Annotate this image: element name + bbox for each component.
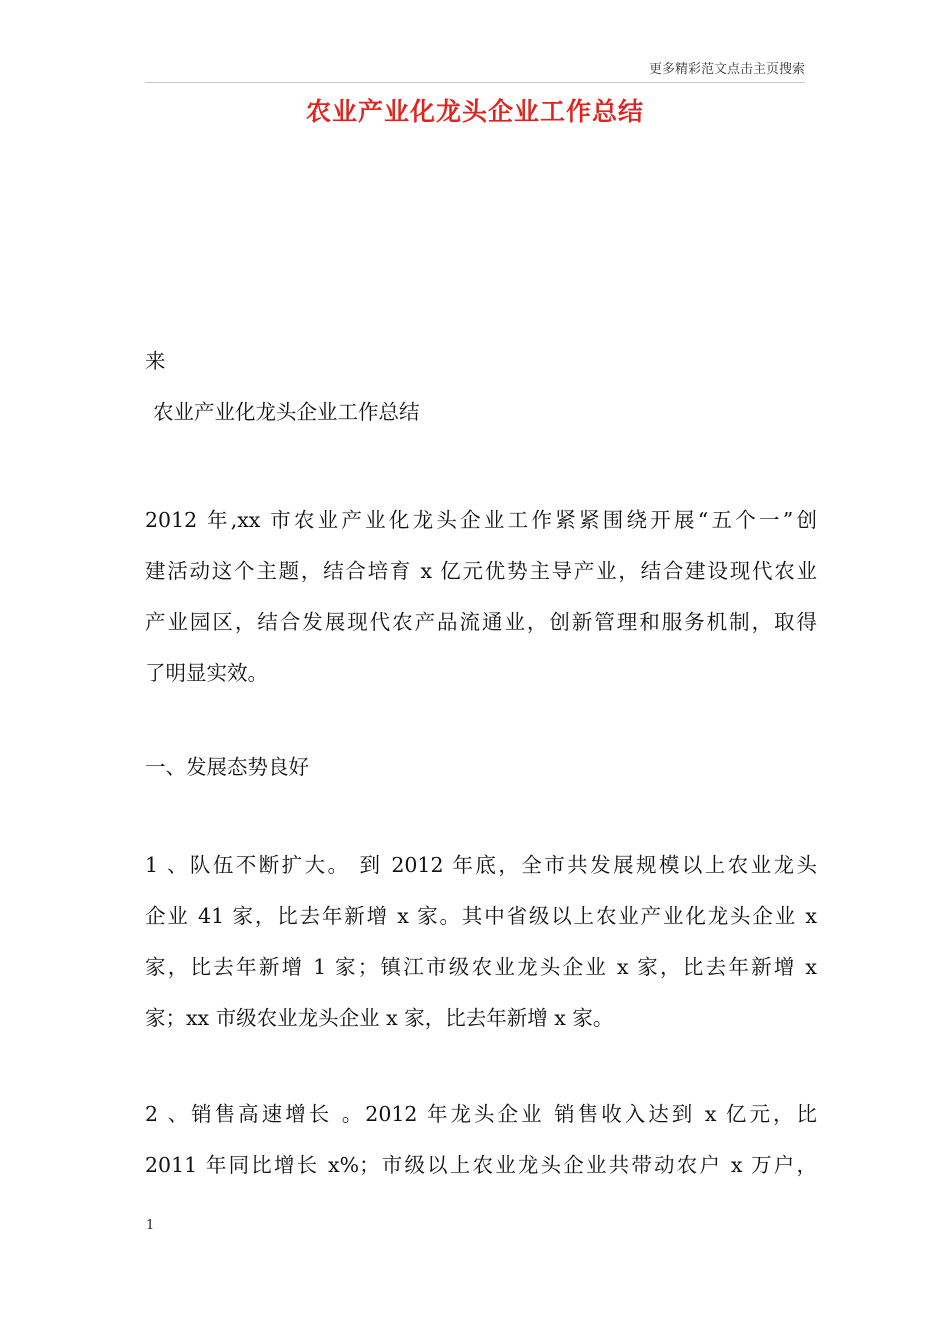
header-note: 更多精彩范文点击主页搜索 <box>648 62 805 77</box>
paragraph-line: 了明显实效。 <box>145 661 268 685</box>
paragraph-line: 2011 年同比增长 x%；市级以上农业龙头企业共带动农户 x 万户， <box>145 1153 817 1177</box>
page-number: 1 <box>146 1218 155 1233</box>
item-1-paragraph <box>145 840 817 1044</box>
paragraph-line: 1 、队伍不断扩大。 到 2012 年底，全市共发展规模以上农业龙头 <box>145 853 817 877</box>
section-heading-text: 一、发展态势良好 <box>145 755 309 779</box>
document-subtitle: 农业产业化龙头企业工作总结 <box>153 400 420 424</box>
paragraph-line: 家；xx 市级农业龙头企业 x 家，比去年新增 x 家。 <box>145 1006 614 1030</box>
paragraph-line: 企业 41 家，比去年新增 x 家。其中省级以上农业产业化龙头企业 x <box>145 904 817 928</box>
intro-paragraph <box>145 495 817 699</box>
header-divider <box>145 82 805 83</box>
item-2-paragraph <box>145 1089 817 1191</box>
paragraph-line: 建活动这个主题，结合培育 x 亿元优势主导产业，结合建设现代农业 <box>145 559 817 583</box>
section-heading <box>145 742 817 793</box>
paragraph-line: 家，比去年新增 1 家；镇江市级农业龙头企业 x 家，比去年新增 x <box>145 955 817 979</box>
paragraph-line: 产业园区，结合发展现代农产品流通业，创新管理和服务机制，取得 <box>145 610 817 634</box>
paragraph-line: 2 、销售高速增长 。2012 年龙头企业 销售收入达到 x 亿元，比 <box>145 1102 817 1126</box>
paragraph-line: 2012 年,xx 市农业产业化龙头企业工作紧紧围绕开展“五个一”创 <box>145 508 817 532</box>
document-title: 农业产业化龙头企业工作总结 <box>305 97 644 126</box>
source-label: 来 <box>145 349 166 373</box>
